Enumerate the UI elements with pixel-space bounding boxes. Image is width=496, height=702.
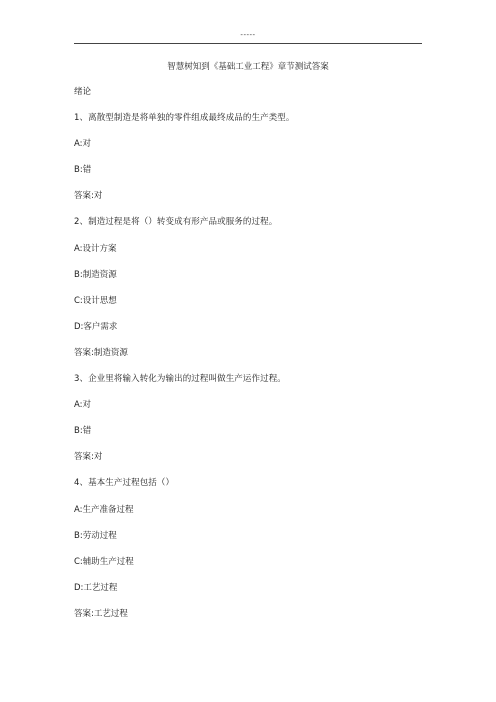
document-title: 智慧树知到《基础工业工程》章节测试答案 — [167, 62, 329, 72]
question-2-text: 2、制造过程是将（）转变成有形产品或服务的过程。 — [74, 217, 278, 228]
header-mark: ----- — [240, 31, 256, 39]
question-1-option-a: A:对 — [74, 139, 92, 150]
question-3-option-b: B:错 — [74, 426, 92, 437]
question-4-text: 4、基本生产过程包括（） — [74, 478, 175, 489]
question-4-option-c: C:辅助生产过程 — [74, 556, 134, 567]
question-2-option-a: A:设计方案 — [74, 243, 117, 254]
question-2-option-d: D:客户需求 — [74, 321, 118, 332]
document-body — [74, 86, 422, 634]
question-2-answer: 答案:制造资源 — [74, 347, 128, 358]
question-3-option-a: A:对 — [74, 400, 92, 411]
question-2-option-b: B:制造资源 — [74, 269, 117, 280]
question-1-text: 1、离散型制造是将单独的零件组成最终成品的生产类型。 — [74, 113, 295, 124]
question-4-option-b: B:劳动过程 — [74, 530, 117, 541]
question-3-text: 3、企业里将输入转化为输出的过程叫做生产运作过程。 — [74, 374, 286, 385]
question-1-answer: 答案:对 — [74, 191, 103, 202]
question-1-option-b: B:错 — [74, 165, 92, 176]
section-heading: 绪论 — [74, 87, 92, 97]
question-3-answer: 答案:对 — [74, 452, 103, 463]
header-divider — [74, 43, 422, 44]
question-2-option-c: C:设计思想 — [74, 295, 117, 306]
question-4-option-d: D:工艺过程 — [74, 582, 118, 593]
question-4-option-a: A:生产准备过程 — [74, 504, 134, 515]
question-4-answer: 答案:工艺过程 — [74, 608, 128, 619]
